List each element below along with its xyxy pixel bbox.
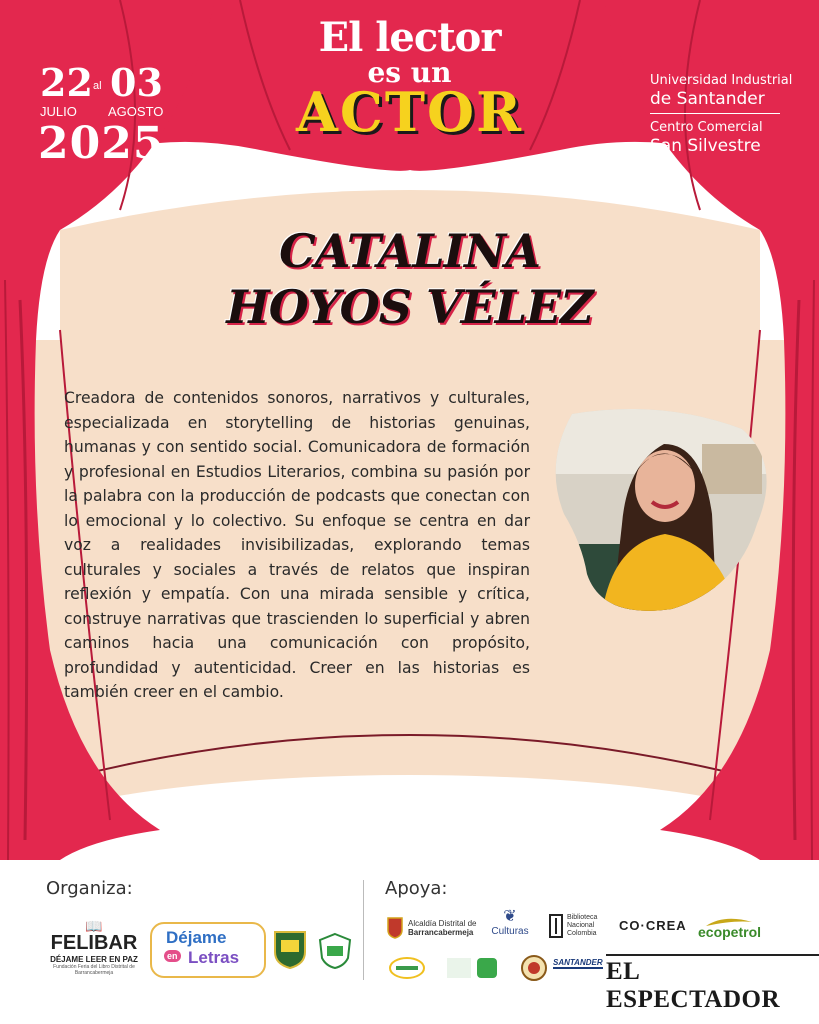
seal-logo-icon xyxy=(520,954,548,982)
felibar-logo xyxy=(44,920,144,976)
alcaldia-line1: Alcaldía Distrital de xyxy=(408,919,477,928)
dejame-en-letras-logo xyxy=(150,922,266,978)
venue-1-line2: de Santander xyxy=(650,89,765,109)
venue-divider xyxy=(650,113,780,114)
felibar-tagline: DÉJAME LEER EN PAZ xyxy=(50,955,138,964)
start-day: 22 xyxy=(40,60,93,105)
guest-name-line2: HOYOS VÉLEZ xyxy=(226,280,593,334)
end-day: 03 xyxy=(110,60,163,105)
event-title-line2: es un xyxy=(367,56,452,89)
biblioteca-line2: Nacional xyxy=(567,922,595,929)
biblioteca-nacional-logo xyxy=(549,914,597,938)
footer-divider xyxy=(363,880,364,980)
venue-2-line1: Centro Comercial xyxy=(650,120,763,135)
library-icon xyxy=(549,914,563,938)
venue-2-line2: San Silvestre xyxy=(650,136,761,156)
biblioteca-line3: Colombia xyxy=(567,930,597,937)
ecopetrol-logo xyxy=(698,924,761,940)
guest-bio: Creadora de contenidos sonoros, narrativos y culturales, especializada en storytelling de historias genuinas, humanas y con sentido social. Comunicadora de formación y profesional en Estudios Literarios, combina su pasión por la palabra con la producción de podcasts que conectan con lo emocional y lo colectivo. Su enfoque se centra en dar voz a realidades invisibilizadas, explorando temas culturales y sociales a través de relatos que inspiran reflexión y empatía. Con una mirada sensible y crítica, construye narrativas que trascienden lo superficial y abren caminos hacia una comunicación con propósito, profundidad y autenticidad. Creer en las historias es también creer en el cambio. xyxy=(64,389,530,701)
end-month: AGOSTO xyxy=(108,104,164,119)
dejame-line2: en xyxy=(164,950,181,962)
event-title-actor: ACTOR xyxy=(296,80,523,144)
book-icon: 📖 xyxy=(85,918,103,934)
el-espectador-logo: EL ESPECTADOR xyxy=(606,954,819,1014)
ecopetrol-label: ecopetrol xyxy=(698,924,762,940)
college-shield-icon xyxy=(318,932,352,970)
start-month: JULIO xyxy=(40,104,77,119)
apoya-label: Apoya: xyxy=(385,878,448,899)
alcaldia-logo xyxy=(386,916,476,940)
school-shield-icon xyxy=(273,930,307,970)
ecopetrol-iguana-icon xyxy=(704,914,754,928)
date-connector: al xyxy=(93,80,102,92)
biblioteca-line1: Biblioteca xyxy=(567,914,598,921)
cocrea-logo: CO·CREA xyxy=(619,918,687,933)
dejame-line3: Letras xyxy=(188,948,240,967)
culturas-label: Culturas xyxy=(491,926,529,937)
event-title-line1: El lector xyxy=(318,14,501,61)
dejame-line1: Déjame xyxy=(166,928,227,947)
venue-1-line1: Universidad Industrial xyxy=(650,73,793,88)
guest-portrait xyxy=(552,404,776,614)
event-year: 2025 xyxy=(38,118,165,169)
santander-logo: SANTANDER xyxy=(553,958,603,967)
felibar-caption: Fundación Feria del Libro Distrital de Barrancabermeja xyxy=(53,964,135,976)
culturas-logo xyxy=(487,908,533,937)
alcaldia-shield-icon xyxy=(386,916,404,940)
secretaria-logo-icon xyxy=(388,956,426,980)
felibar-name: FELIBAR xyxy=(50,932,138,954)
green-partners-logo-icon xyxy=(447,956,499,980)
guest-name-line1: CATALINA xyxy=(279,224,540,278)
alcaldia-line2: Barrancabermeja xyxy=(408,928,474,937)
culturas-icon: ❦ xyxy=(503,908,517,925)
organiza-label: Organiza: xyxy=(46,878,133,899)
